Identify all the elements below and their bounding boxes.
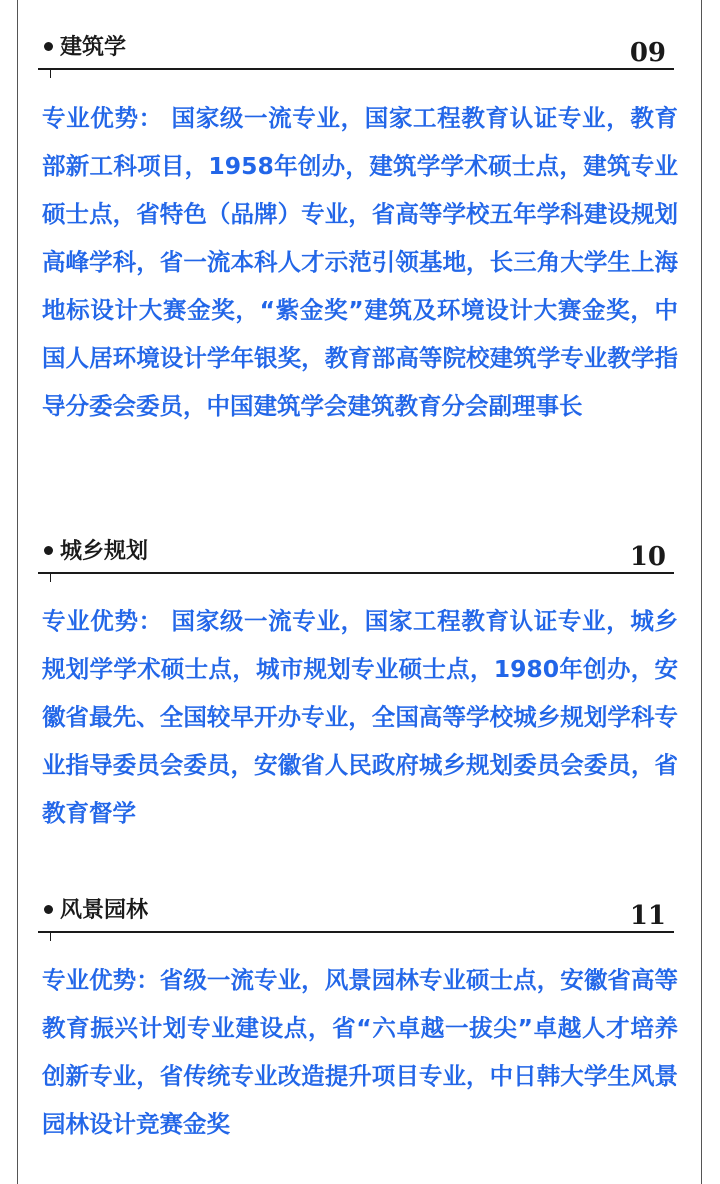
section-title-text: 建筑学 — [60, 35, 127, 60]
section-divider-tick — [50, 932, 51, 941]
section-header — [38, 34, 674, 74]
section-body: 专业优势：省级一流专业，风景园林专业硕士点，安徽省高等教育振兴计划专业建设点，省“六卓越一拔尖”卓越人才培养创新专业，省传统专业改造提升项目专业，中日韩大学生风景园林设计竞赛金奖 — [42, 966, 678, 1138]
section-title — [44, 897, 148, 925]
section-body: 专业优势： 国家级一流专业，国家工程教育认证专业，教育部新工科项目，1958年创办，建筑学学术硕士点，建筑专业硕士点，省特色（品牌）专业，省高等学校五年学科建设规划高峰学科，省一流本科人才示范引领基地，长三角大学生上海地标设计大赛金奖，“紫金奖”建筑及环境设计大赛金奖，中国人居环境设计学年银奖，教育部高等院校建筑学专业教学指导分委会委员，中国建筑学会建筑教育分会副理事长 — [42, 104, 678, 420]
section-divider-tick — [50, 573, 51, 582]
bullet-dot-icon — [44, 42, 53, 51]
bullet-dot-icon — [44, 546, 53, 555]
section-number: 10 — [629, 542, 666, 572]
section-divider — [38, 68, 674, 70]
section-body: 专业优势： 国家级一流专业，国家工程教育认证专业，城乡规划学学术硕士点，城市规划专业硕士点，1980年创办，安徽省最先、全国较早开办专业，全国高等学校城乡规划学科专业指导委员会委员，安徽省人民政府城乡规划委员会委员，省教育督学 — [42, 607, 678, 827]
section-title — [44, 34, 126, 62]
section-title-text: 城乡规划 — [60, 539, 149, 564]
section-number: 11 — [629, 901, 666, 931]
frame-left-border — [17, 0, 18, 1184]
section-divider — [38, 572, 674, 574]
section-header — [38, 538, 674, 578]
section-divider-tick — [50, 69, 51, 78]
section-title-text: 风景园林 — [60, 898, 149, 923]
section-title — [44, 538, 148, 566]
section-header — [38, 897, 674, 937]
section-number: 09 — [629, 38, 666, 68]
frame-right-border — [701, 0, 702, 1184]
bullet-dot-icon — [44, 905, 53, 914]
section-divider — [38, 931, 674, 933]
